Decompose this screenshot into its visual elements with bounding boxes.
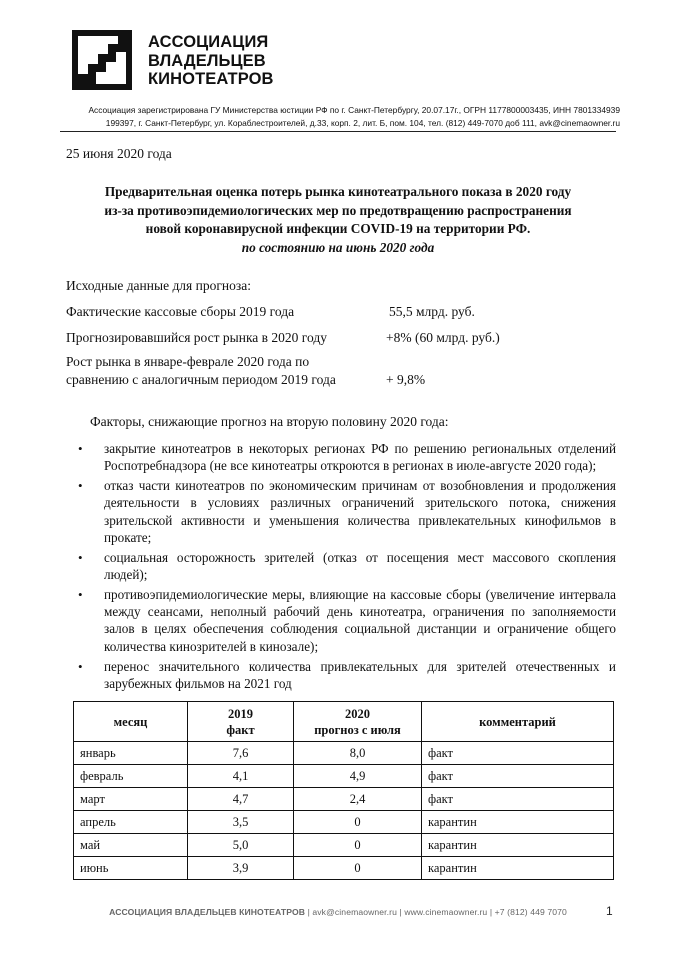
source-row-label: Прогнозировавшийся рост рынка в 2020 году xyxy=(66,330,327,345)
cell-comment: факт xyxy=(422,765,614,788)
table-row xyxy=(74,765,614,788)
page-footer xyxy=(60,907,616,917)
table-row xyxy=(74,811,614,834)
title-line-2: из-за противоэпидемиологических мер по предотвращению распространения xyxy=(104,202,572,218)
document-date: 25 июня 2020 года xyxy=(66,146,172,161)
list-item: • социальная осторожность зрителей (отказ от посещения мест массового скопления людей); xyxy=(74,549,616,583)
cell-comment: карантин xyxy=(422,811,614,834)
cell-2020: 2,4 xyxy=(294,788,422,811)
header-2020 xyxy=(294,702,422,742)
page-number: 1 xyxy=(606,904,613,918)
header-2019 xyxy=(188,702,294,742)
header-2019-year: 2019 xyxy=(228,706,253,721)
cell-month: март xyxy=(74,788,188,811)
registration-line-1: Ассоциация зарегистрирована ГУ Министерства юстиции РФ по г. Санкт-Петербургу, 20.07.17г., ОГРН 1177800003435, ИНН 7801334939 xyxy=(88,105,620,115)
cell-2019: 3,9 xyxy=(188,857,294,880)
cell-2020: 0 xyxy=(294,811,422,834)
registration-info xyxy=(60,104,620,130)
factors-list xyxy=(74,440,616,695)
table-row xyxy=(74,788,614,811)
cell-comment: карантин xyxy=(422,834,614,857)
cell-2020: 0 xyxy=(294,834,422,857)
box-office-table xyxy=(73,701,614,880)
cell-month: январь xyxy=(74,742,188,765)
list-item: • закрытие кинотеатров в некоторых регионах РФ по решению региональных отделений Роспотребнадзора (не все кинотеатры откроются в регионах в июле-августе 2020 года); xyxy=(74,440,616,474)
source-row-value: + 9,8% xyxy=(386,372,426,387)
cell-2020: 0 xyxy=(294,857,422,880)
footer-phone: +7 (812) 449 7070 xyxy=(494,907,567,917)
source-row-value: +8% (60 млрд. руб.) xyxy=(386,330,500,345)
org-name xyxy=(148,33,274,89)
cell-2019: 7,6 xyxy=(188,742,294,765)
table-row xyxy=(74,742,614,765)
title-line-3: новой коронавирусной инфекции COVID-19 на территории РФ. xyxy=(145,221,531,236)
footer-org: АССОЦИАЦИЯ ВЛАДЕЛЬЦЕВ КИНОТЕАТРОВ xyxy=(109,907,306,917)
footer-email[interactable]: avk@cinemaowner.ru xyxy=(312,907,397,917)
table-header-row xyxy=(74,702,614,742)
title-subtitle: по состоянию на июнь 2020 года xyxy=(241,239,435,255)
header-2020-note: прогноз с июля xyxy=(314,722,401,737)
cell-month: май xyxy=(74,834,188,857)
list-item: • перенос значительного количества привлекательных для зрителей отечественных и зарубежных фильмов на 2021 год xyxy=(74,658,616,692)
source-row-label: Рост рынка в январе-феврале 2020 года по xyxy=(66,354,310,369)
cell-2019: 3,5 xyxy=(188,811,294,834)
cell-month: апрель xyxy=(74,811,188,834)
association-logo-icon xyxy=(72,30,132,90)
footer-separator: | xyxy=(489,907,493,917)
header-divider xyxy=(60,131,616,132)
table-row xyxy=(74,857,614,880)
source-data-heading: Исходные данные для прогноза: xyxy=(66,278,251,293)
footer-separator: | xyxy=(307,907,310,917)
header-2020-year: 2020 xyxy=(345,706,370,721)
cell-2020: 4,9 xyxy=(294,765,422,788)
cell-comment: факт xyxy=(422,742,614,765)
header-2019-note: факт xyxy=(226,722,255,737)
org-name-line-3: КИНОТЕАТРОВ xyxy=(148,70,274,88)
org-name-line-2: ВЛАДЕЛЬЦЕВ xyxy=(148,51,266,70)
org-name-line-1: АССОЦИАЦИЯ xyxy=(148,33,269,51)
source-row-value: 55,5 млрд. руб. xyxy=(389,304,475,319)
table-row xyxy=(74,834,614,857)
factors-heading: Факторы, снижающие прогноз на вторую половину 2020 года: xyxy=(90,414,449,429)
document-title xyxy=(60,183,616,257)
cell-2019: 5,0 xyxy=(188,834,294,857)
cell-2019: 4,7 xyxy=(188,788,294,811)
footer-separator: | xyxy=(399,907,402,917)
cell-month: февраль xyxy=(74,765,188,788)
source-row-label: Фактические кассовые сборы 2019 года xyxy=(66,304,295,319)
cell-2019: 4,1 xyxy=(188,765,294,788)
registration-line-2: 199397, г. Санкт-Петербург, ул. Кораблестроителей, д.33, корп. 2, лит. Б, пом. 104, тел. (812) 449-7070 доб 111, avk@cinemaowner.ru xyxy=(105,118,620,128)
list-item: • противоэпидемиологические меры, влияющие на кассовые сборы (увеличение интервала между сеансами, неполный рабочий день кинотеатра, ограничения по заполняемости залов в целях обеспечения соблюдения социальной дистанции и ограничение общего количества кинозрителей в кинозале); xyxy=(74,586,616,655)
footer-site[interactable]: www.cinemaowner.ru xyxy=(404,907,488,917)
title-line-1: Предварительная оценка потерь рынка кинотеатрального показа в 2020 году xyxy=(104,184,572,199)
list-item: • отказ части кинотеатров по экономическим причинам от возобновления и продолжения деятельности в условиях различных ограничений зрительского потока, снижения зрительской активности и уменьшения количества привлекательных кинофильмов в прокате; xyxy=(74,477,616,546)
cell-comment: карантин xyxy=(422,857,614,880)
cell-comment: факт xyxy=(422,788,614,811)
cell-2020: 8,0 xyxy=(294,742,422,765)
header-month: месяц xyxy=(74,702,188,742)
header-comment: комментарий xyxy=(422,702,614,742)
cell-month: июнь xyxy=(74,857,188,880)
source-row-label: сравнению с аналогичным периодом 2019 года xyxy=(66,372,336,387)
